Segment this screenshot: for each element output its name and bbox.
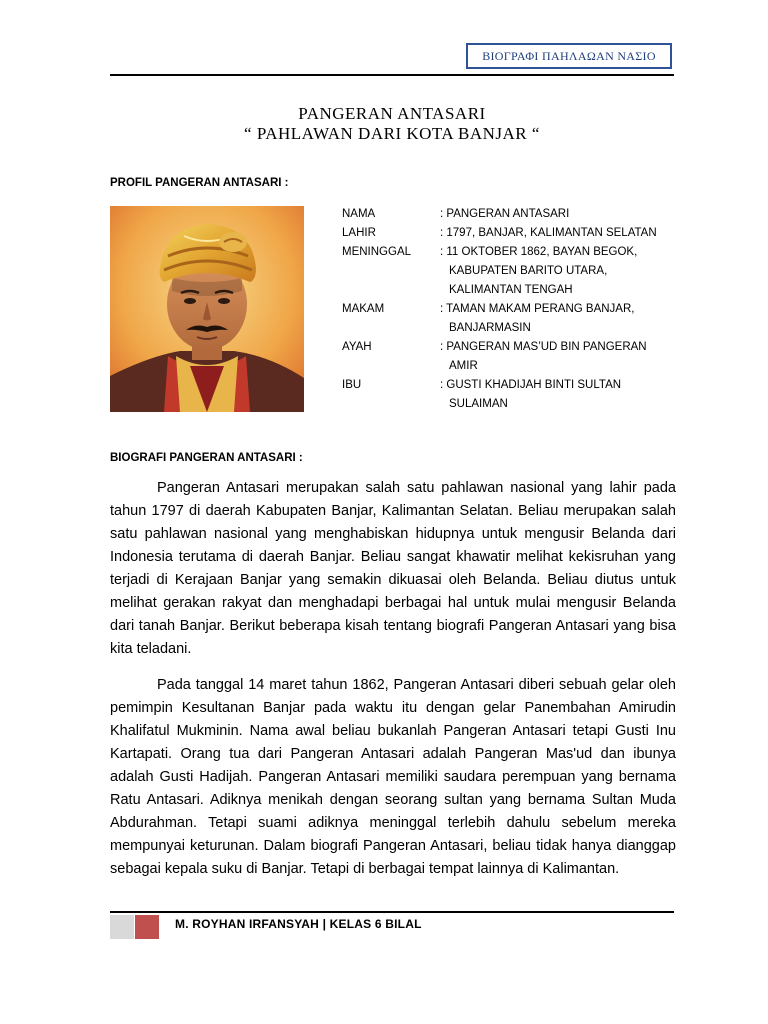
profile-label: MAKAM: [342, 303, 385, 315]
profile-value-text: : GUSTI KHADIJAH BINTI SULTAN: [440, 379, 622, 391]
profile-row: [342, 224, 680, 243]
profile-value-text: : TAMAN MAKAM PERANG BANJAR,: [440, 303, 635, 315]
profile-value: [440, 376, 680, 414]
profile-label: IBU: [342, 379, 362, 391]
profile-value-continuation: KALIMANTAN TENGAH: [449, 284, 573, 296]
footer-rule: [110, 911, 674, 913]
profile-table: [342, 205, 680, 414]
header-badge: ΒΙΟΓΡΑΦΙ ΠΑΗΛΑΩΑΝ ΝΑΣΙΟ: [466, 43, 672, 69]
title-line1: PANGERAN ANTASARI: [298, 104, 486, 123]
profile-row: [342, 338, 680, 376]
profile-label: LAHIR: [342, 227, 376, 239]
profile-label: AYAH: [342, 341, 372, 353]
biography-paragraph-1: Pangeran Antasari merupakan salah satu pahlawan nasional yang lahir pada tahun 1797 di daerah Kabupaten Banjar, Kalimantan Selatan. Beliau merupakan salah satu pahlawan nasional yang menghabiskan hidupnya untuk mengusir Belanda dari Indonesia terutama di daerah Banjar. Beliau sangat khawatir melihat kekisruhan yang terjadi di Kerajaan Banjar yang semakin dikuasai oleh Belanda. Beliau diutus untuk melihat gerakan rakyat dan menghadapi berbagai hal untuk mulai mengusir Belanda dari tanah Banjar. Berikut beberapa kisah tentang biografi Pangeran Antasari yang bisa kita teladani.: [110, 480, 676, 657]
profile-value: [440, 338, 680, 376]
profile-heading: PROFIL PANGERAN ANTASARI :: [110, 177, 289, 189]
profile-row: [342, 300, 680, 338]
profile-value: [440, 300, 680, 338]
profile-value-continuation: BANJARMASIN: [449, 322, 531, 334]
title-line2: “ PAHLAWAN DARI KOTA BANJAR “: [244, 124, 540, 143]
profile-value-text: : 11 OKTOBER 1862, BAYAN BEGOK,: [440, 246, 638, 258]
profile-value: [440, 205, 680, 224]
profile-value-continuation: SULAIMAN: [449, 398, 508, 410]
profile-row: [342, 243, 680, 300]
profile-value-text: : 1797, BANJAR, KALIMANTAN SELATAN: [440, 227, 657, 239]
profile-label: NAMA: [342, 208, 376, 220]
profile-value: [440, 243, 680, 300]
profile-value-text: : PANGERAN MAS’UD BIN PANGERAN: [440, 341, 647, 353]
profile-value-continuation: KABUPATEN BARITO UTARA,: [449, 265, 608, 277]
profile-value-continuation: AMIR: [449, 360, 478, 372]
biography-heading: BIOGRAFI PANGERAN ANTASARI :: [110, 452, 303, 464]
footer-red-block: [135, 915, 159, 939]
profile-value: [440, 224, 680, 243]
footer-gray-block: [110, 915, 134, 939]
header-rule: [110, 74, 674, 76]
biography-paragraph-2: Pada tanggal 14 maret tahun 1862, Pangeran Antasari diberi sebuah gelar oleh pemimpin Kesultanan Banjar pada waktu itu dengan gelar Panembahan Amirudin Khalifatul Mukminin. Nama awal beliau bukanlah Pangeran Antasari tetapi Gusti Inu Kartapati. Orang tua dari Pangeran Antasari adalah Pangeran Mas'ud dan ibunya adalah Gusti Hadijah. Pangeran Antasari memiliki saudara perempuan yang bernama Ratu Antasari. Adiknya menikah dengan seorang sultan yang bernama Sultan Muda Abdurahman. Tetapi suami adiknya meninggal terlebih dahulu sebelum mereka mempunyai keturunan. Dalam biografi Pangeran Antasari, beliau tidak hanya dianggap sebagai kepala suku di Banjar. Tetapi di berbagai tempat lainnya di Kalimantan.: [110, 677, 676, 877]
profile-value-text: : PANGERAN ANTASARI: [440, 208, 570, 220]
portrait-image: [110, 206, 304, 412]
profile-label: MENINGGAL: [342, 246, 412, 258]
profile-row: [342, 205, 680, 224]
footer-author: M. ROYHAN IRFANSYAH | KELAS 6 BILAL: [175, 917, 422, 931]
profile-row: [342, 376, 680, 414]
